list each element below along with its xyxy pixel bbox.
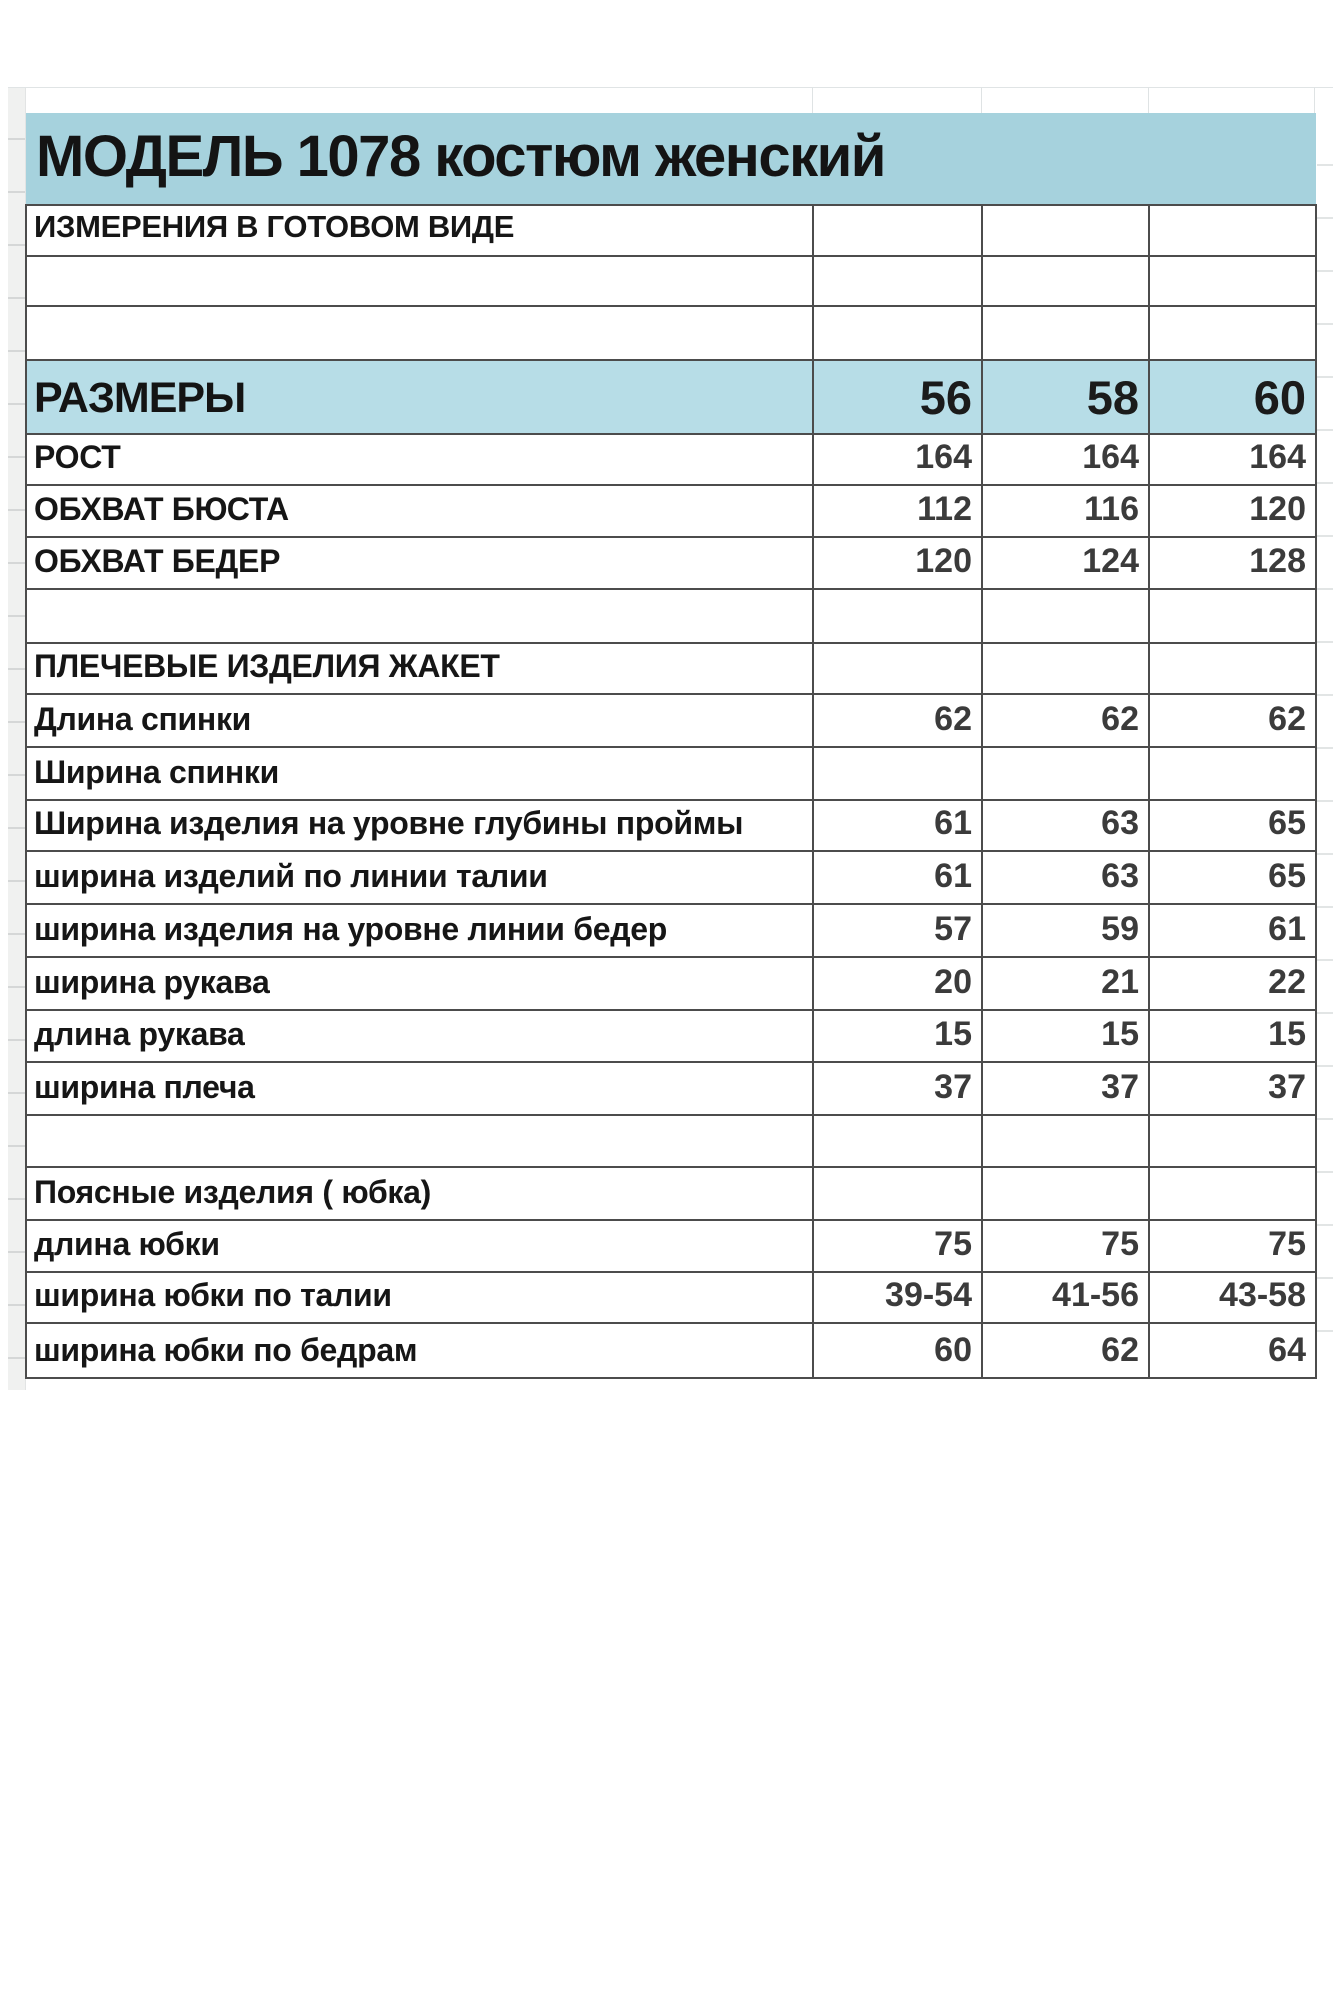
table-row [26, 256, 1316, 306]
cell-value: 65 [1149, 851, 1316, 904]
cell-value [1149, 205, 1316, 256]
row-label [26, 589, 813, 643]
row-header-strip [8, 87, 26, 1390]
cell-value: 128 [1149, 537, 1316, 589]
cell-value: 61 [813, 800, 982, 851]
cell-value: 116 [982, 485, 1149, 537]
cell-value: 39-54 [813, 1272, 982, 1323]
table-row [26, 434, 1316, 485]
row-label: РОСТ [26, 434, 813, 485]
cell-value: 65 [1149, 800, 1316, 851]
cell-value: 37 [1149, 1062, 1316, 1115]
cell-value: 124 [982, 537, 1149, 589]
cell-value [982, 589, 1149, 643]
cell-value: 15 [813, 1010, 982, 1062]
size-column-header: 60 [1149, 360, 1316, 434]
cell-value: 15 [982, 1010, 1149, 1062]
row-label: ширина рукава [26, 957, 813, 1010]
row-label [26, 1115, 813, 1167]
cell-value [813, 747, 982, 800]
table-row [26, 306, 1316, 360]
cell-value: 37 [982, 1062, 1149, 1115]
table-row [26, 1220, 1316, 1272]
sizes-header-row [26, 360, 1316, 434]
row-label: Ширина спинки [26, 747, 813, 800]
top-gridline [1314, 87, 1315, 113]
cell-value [982, 1115, 1149, 1167]
cell-value [813, 1115, 982, 1167]
row-label: ОБХВАТ БЮСТА [26, 485, 813, 537]
row-label: ПЛЕЧЕВЫЕ ИЗДЕЛИЯ ЖАКЕТ [26, 643, 813, 694]
cell-value: 63 [982, 800, 1149, 851]
table-row [26, 747, 1316, 800]
cell-value: 61 [813, 851, 982, 904]
cell-value: 61 [1149, 904, 1316, 957]
table-row [26, 589, 1316, 643]
cell-value: 164 [982, 434, 1149, 485]
cell-value [813, 256, 982, 306]
cell-value [813, 205, 982, 256]
cell-value: 43-58 [1149, 1272, 1316, 1323]
row-label: ОБХВАТ БЕДЕР [26, 537, 813, 589]
size-column-header: 58 [982, 360, 1149, 434]
table-row [26, 800, 1316, 851]
row-label [26, 256, 813, 306]
table-row [26, 851, 1316, 904]
table-row [26, 1010, 1316, 1062]
row-label: Поясные изделия ( юбка) [26, 1167, 813, 1220]
cell-value: 120 [1149, 485, 1316, 537]
cell-value [1149, 589, 1316, 643]
table-row [26, 1062, 1316, 1115]
row-label [26, 306, 813, 360]
cell-value: 62 [813, 694, 982, 747]
table-row [26, 904, 1316, 957]
cell-value: 62 [982, 1323, 1149, 1378]
cell-value: 164 [1149, 434, 1316, 485]
cell-value: 22 [1149, 957, 1316, 1010]
cell-value: 41-56 [982, 1272, 1149, 1323]
cell-value [1149, 256, 1316, 306]
cell-value [1149, 1115, 1316, 1167]
row-label: ширина плеча [26, 1062, 813, 1115]
row-label: ИЗМЕРЕНИЯ В ГОТОВОМ ВИДЕ [26, 205, 813, 256]
section-row [26, 643, 1316, 694]
cell-value [982, 205, 1149, 256]
cell-value: 120 [813, 537, 982, 589]
cell-value [1149, 1167, 1316, 1220]
top-gridline [812, 87, 813, 113]
cell-value [1149, 306, 1316, 360]
table-row [26, 485, 1316, 537]
row-label: ширина юбки по талии [26, 1272, 813, 1323]
table-row [26, 1115, 1316, 1167]
cell-value [1149, 747, 1316, 800]
size-chart-table [25, 113, 1317, 1379]
cell-value [982, 643, 1149, 694]
top-gridline [981, 87, 982, 113]
row-label: Длина спинки [26, 694, 813, 747]
cell-value: 63 [982, 851, 1149, 904]
table-row [26, 537, 1316, 589]
row-label: Ширина изделия на уровне глубины проймы [26, 800, 813, 851]
row-label: ширина изделий по линии талии [26, 851, 813, 904]
cell-value: 112 [813, 485, 982, 537]
table-row [26, 1323, 1316, 1378]
cell-value: 75 [982, 1220, 1149, 1272]
cell-value [813, 589, 982, 643]
cell-value: 37 [813, 1062, 982, 1115]
row-label: ширина изделия на уровне линии бедер [26, 904, 813, 957]
page-title: МОДЕЛЬ 1078 костюм женский [26, 113, 1316, 205]
cell-value: 59 [982, 904, 1149, 957]
size-column-header: 56 [813, 360, 982, 434]
top-gridline [8, 87, 1333, 88]
cell-value [982, 1167, 1149, 1220]
cell-value: 62 [1149, 694, 1316, 747]
table-row [26, 205, 1316, 256]
row-label: длина юбки [26, 1220, 813, 1272]
cell-value: 20 [813, 957, 982, 1010]
cell-value: 21 [982, 957, 1149, 1010]
row-label: длина рукава [26, 1010, 813, 1062]
cell-value [1149, 643, 1316, 694]
cell-value [982, 256, 1149, 306]
cell-value [982, 306, 1149, 360]
table-row [26, 694, 1316, 747]
right-margin-gridlines [1317, 113, 1333, 1378]
table-row [26, 957, 1316, 1010]
row-label: ширина юбки по бедрам [26, 1323, 813, 1378]
table-row [26, 1272, 1316, 1323]
cell-value: 75 [813, 1220, 982, 1272]
cell-value [813, 1167, 982, 1220]
top-gridline [1148, 87, 1149, 113]
section-row [26, 1167, 1316, 1220]
cell-value: 57 [813, 904, 982, 957]
cell-value: 60 [813, 1323, 982, 1378]
cell-value: 64 [1149, 1323, 1316, 1378]
cell-value: 62 [982, 694, 1149, 747]
row-label: РАЗМЕРЫ [26, 360, 813, 434]
cell-value [813, 643, 982, 694]
cell-value [982, 747, 1149, 800]
title-row [26, 113, 1316, 205]
cell-value: 75 [1149, 1220, 1316, 1272]
cell-value: 164 [813, 434, 982, 485]
cell-value: 15 [1149, 1010, 1316, 1062]
cell-value [813, 306, 982, 360]
